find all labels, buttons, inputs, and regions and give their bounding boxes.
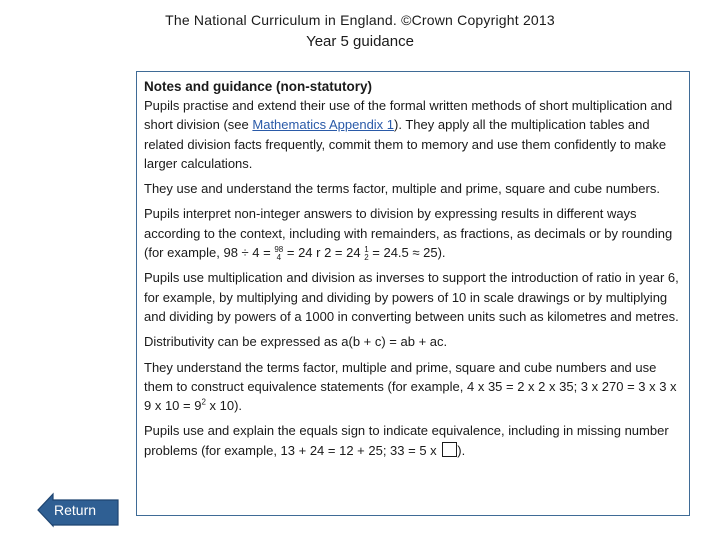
paragraph-text: ).	[457, 442, 466, 458]
fraction-one-half: 1 2	[364, 244, 369, 262]
superscript: 2	[201, 397, 206, 407]
paragraph-text: ). They apply all the multiplication tables and related division facts frequently, commit them to memory and use them confidently to make larger calculations.	[144, 117, 667, 171]
paragraph-written-methods	[144, 96, 682, 173]
paragraph-text: Pupils interpret non-integer answers to division by expressing results in different ways according to the context, including with remainders, as fractions, as decimals or by rounding (for example, 98 ÷ 4 =	[144, 206, 673, 261]
paragraph-inverses: Pupils use multiplication and division as inverses to support the introduction of ratio in year 6, for example, by multiplying and dividing by powers of 10 in scale drawings or by multiplying and dividing by powers of a 1000 in converting between units such as kilometres and metres.	[144, 270, 679, 324]
paragraph-equivalence	[144, 358, 682, 416]
panel-title: Notes and guidance (non-statutory)	[144, 79, 373, 94]
paragraph-distributivity: Distributivity can be expressed as a(b + c) = ab + ac.	[144, 334, 448, 350]
page-title: Year 5 guidance	[306, 33, 414, 50]
paragraph-text: Pupils use and explain the equals sign to indicate equivalence, including in missing number problems (for example, 13 + 24 = 12 + 25; 33 = 5 x	[144, 423, 669, 458]
guidance-panel	[136, 71, 690, 516]
paragraph-text: x 10).	[205, 398, 243, 414]
fraction-98-over-4: 98 4	[274, 244, 284, 262]
paragraph-factors: They use and understand the terms factor, multiple and prime, square and cube numbers.	[144, 181, 660, 197]
paragraph-text: = 24.5 ≈ 25).	[368, 245, 446, 261]
missing-number-box-icon	[442, 442, 457, 457]
paragraph-equals-sign	[144, 421, 682, 460]
return-button[interactable]	[36, 492, 120, 528]
paragraph-text: They understand the terms factor, multiple and prime, square and cube numbers and use them to construct equivalence statements (for example, 4 x 35 = 2 x 2 x 35; 3 x 270 = 3 x 3 x 9 x 10 = 9	[144, 359, 677, 414]
header-copyright-line: The National Curriculum in England. ©Crown Copyright 2013	[165, 12, 555, 28]
paragraph-text: Pupils practise and extend their use of the formal written methods of short multiplication and short division (see	[144, 98, 673, 133]
return-label: Return	[54, 502, 97, 518]
paragraph-non-integer	[144, 204, 682, 262]
appendix-link[interactable]: Mathematics Appendix 1	[252, 117, 395, 133]
paragraph-text: = 24 r 2 = 24	[283, 245, 365, 261]
